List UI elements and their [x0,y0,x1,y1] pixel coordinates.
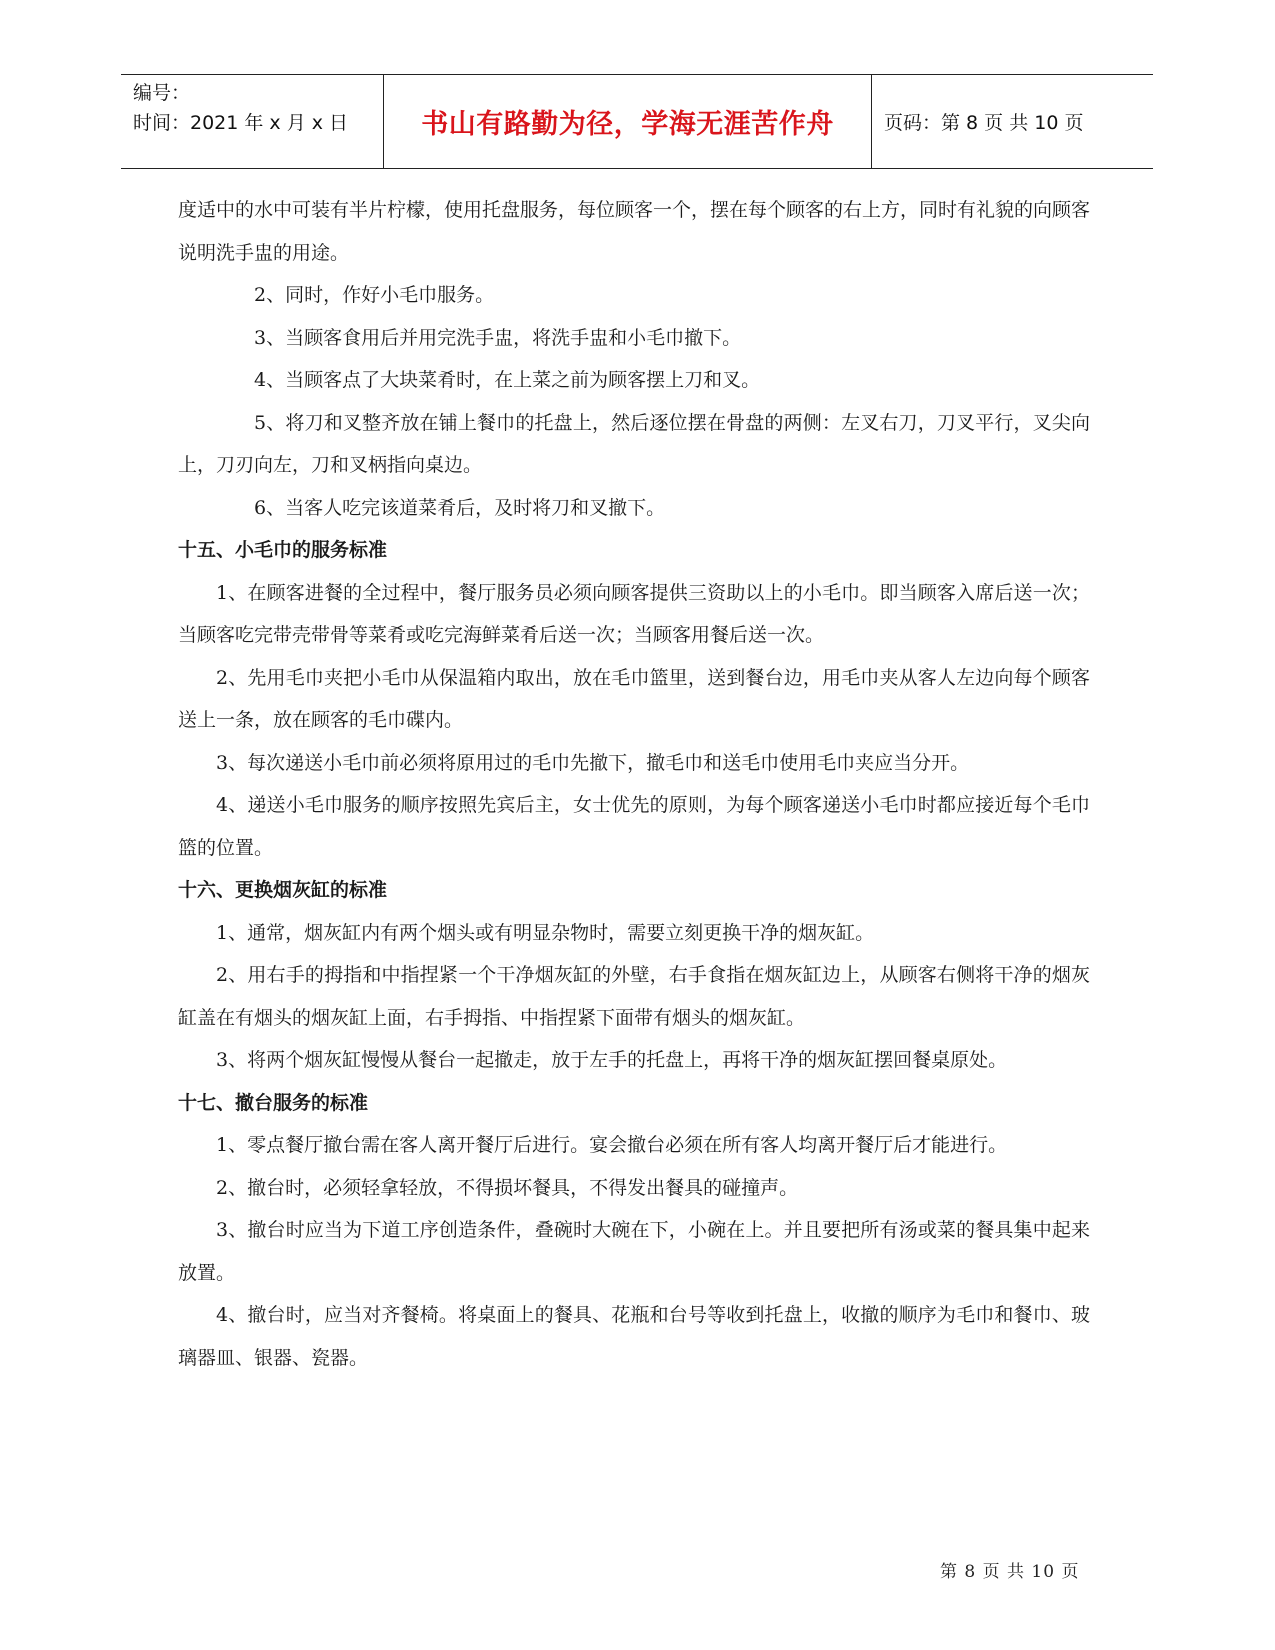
paragraph: 5、将刀和叉整齐放在铺上餐巾的托盘上，然后逐位摆在骨盘的两侧：左叉右刀，刀叉平行，叉尖向上，刀刃向左，刀和叉柄指向桌边。 [178,411,1090,476]
document-time-label: 时间：2021 年 x 月 x 日 [133,112,349,134]
section-heading-15: 十五、小毛巾的服务标准 [178,539,388,561]
paragraph: 2、先用毛巾夹把小毛巾从保温箱内取出，放在毛巾篮里，送到餐台边，用毛巾夹从客人左边向每个顾客送上一条，放在顾客的毛巾碟内。 [178,666,1090,731]
header-page-cell [872,75,1153,168]
section-heading-17: 十七、撤台服务的标准 [178,1091,369,1114]
paragraph: 3、当顾客食用后并用完洗手盅，将洗手盅和小毛巾撤下。 [254,326,742,349]
paragraph: 2、同时，作好小毛巾服务。 [254,284,495,306]
paragraph: 2、撤台时，必须轻拿轻放，不得损坏餐具，不得发出餐具的碰撞声。 [216,1176,799,1199]
page-header [121,74,1153,169]
paragraph: 4、递送小毛巾服务的顺序按照先宾后主，女士优先的原则，为每个顾客递送小毛巾时都应接近每个毛巾篮的位置。 [178,794,1090,859]
document-number-label: 编号： [133,82,191,104]
header-motto-cell [384,75,872,168]
section-heading-16: 十六、更换烟灰缸的标准 [178,879,388,901]
paragraph: 度适中的水中可装有半片柠檬，使用托盘服务，每位顾客一个，摆在每个顾客的右上方，同时有礼貌的向顾客说明洗手盅的用途。 [178,199,1091,264]
header-motto: 书山有路勤为径，学海无涯苦作舟 [421,109,834,140]
header-meta-cell [121,75,384,168]
header-page-number: 页码：第 8 页 共 10 页 [884,112,1084,134]
paragraph: 4、撤台时，应当对齐餐椅。将桌面上的餐具、花瓶和台号等收到托盘上，收撤的顺序为毛巾和餐巾、玻璃器皿、银器、瓷器。 [178,1304,1090,1369]
paragraph: 6、当客人吃完该道菜肴后，及时将刀和叉撤下。 [254,496,666,519]
paragraph: 2、用右手的拇指和中指捏紧一个干净烟灰缸的外壁，右手食指在烟灰缸边上，从顾客右侧将干净的烟灰缸盖在有烟头的烟灰缸上面，右手拇指、中指捏紧下面带有烟头的烟灰缸。 [178,964,1090,1029]
page-footer: 第 8 页 共 10 页 [940,1562,1080,1582]
paragraph: 3、每次递送小毛巾前必须将原用过的毛巾先撤下，撤毛巾和送毛巾使用毛巾夹应当分开。 [216,751,970,774]
paragraph: 3、撤台时应当为下道工序创造条件，叠碗时大碗在下，小碗在上。并且要把所有汤或菜的餐具集中起来放置。 [178,1219,1090,1284]
paragraph: 4、当顾客点了大块菜肴时，在上菜之前为顾客摆上刀和叉。 [254,369,761,391]
paragraph: 1、在顾客进餐的全过程中，餐厅服务员必须向顾客提供三资助以上的小毛巾。即当顾客入席后送一次；当顾客吃完带壳带骨等菜肴或吃完海鲜菜肴后送一次；当顾客用餐后送一次。 [178,581,1090,646]
document-body [178,189,1090,1379]
paragraph: 3、将两个烟灰缸慢慢从餐台一起撤走，放于左手的托盘上，再将干净的烟灰缸摆回餐桌原处。 [216,1049,1008,1071]
paragraph: 1、零点餐厅撤台需在客人离开餐厅后进行。宴会撤台必须在所有客人均离开餐厅后才能进行。 [216,1134,1008,1156]
paragraph: 1、通常，烟灰缸内有两个烟头或有明显杂物时，需要立刻更换干净的烟灰缸。 [216,921,875,944]
